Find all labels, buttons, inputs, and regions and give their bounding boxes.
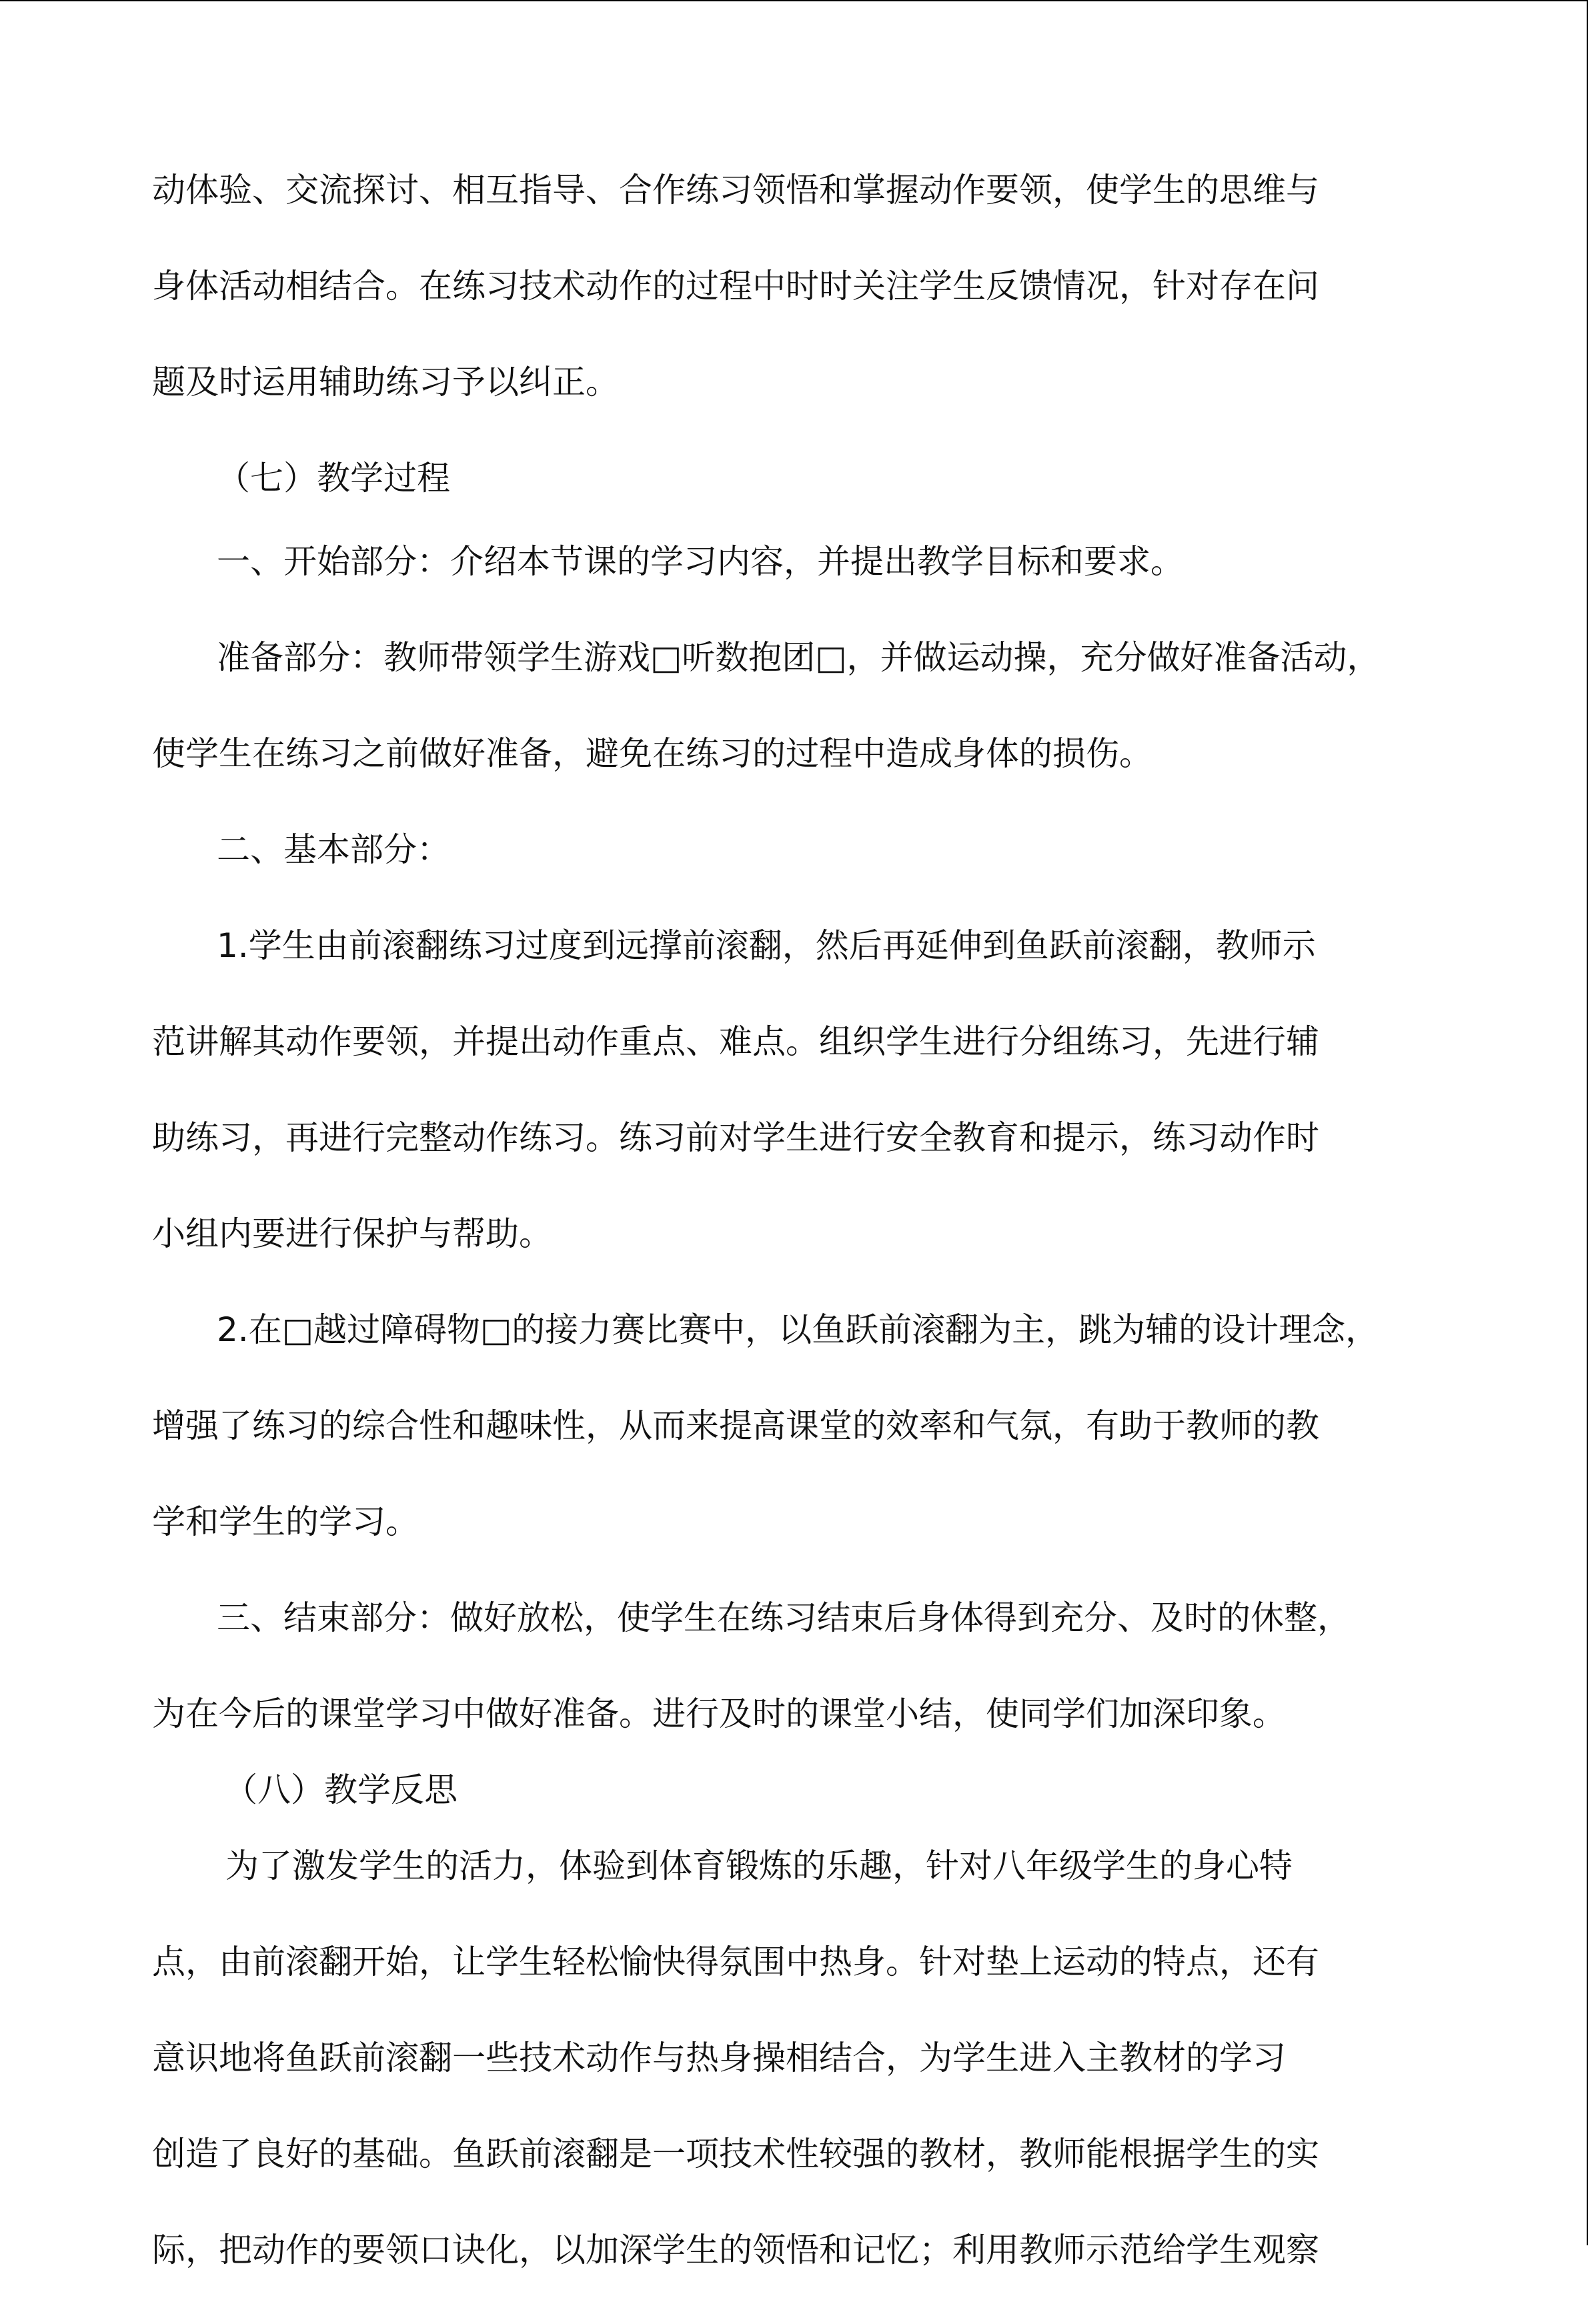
body-line: 学和学生的学习。 xyxy=(152,1502,419,1541)
body-line: 为了激发学生的活力，体验到体育锻炼的乐趣，针对八年级学生的身心特 xyxy=(225,1847,1293,1885)
body-line: 2.在□越过障碍物□的接力赛比赛中，以鱼跃前滚翻为主，跳为辅的设计理念， xyxy=(217,1310,1379,1349)
body-line: 助练习，再进行完整动作练习。练习前对学生进行安全教育和提示，练习动作时 xyxy=(152,1118,1319,1157)
body-line: 身体活动相结合。在练习技术动作的过程中时时关注学生反馈情况，针对存在问 xyxy=(152,267,1319,305)
body-line: 1.学生由前滚翻练习过度到远撑前滚翻，然后再延伸到鱼跃前滚翻，教师示 xyxy=(217,926,1316,965)
section-heading-teaching-process: （七）教学过程 xyxy=(217,459,450,497)
body-line: 为在今后的课堂学习中做好准备。进行及时的课堂小结，使同学们加深印象。 xyxy=(152,1694,1286,1733)
body-line: 三、结束部分：做好放松，使学生在练习结束后身体得到充分、及时的休整， xyxy=(217,1598,1351,1637)
section-heading-teaching-reflection: （八）教学反思 xyxy=(224,1771,458,1809)
body-line: 创造了良好的基础。鱼跃前滚翻是一项技术性较强的教材，教师能根据学生的实 xyxy=(152,2135,1319,2173)
body-line: 准备部分：教师带领学生游戏□听数抱团□，并做运动操，充分做好准备活动， xyxy=(217,638,1381,677)
body-line: 动体验、交流探讨、相互指导、合作练习领悟和掌握动作要领，使学生的思维与 xyxy=(152,171,1319,209)
body-line: 增强了练习的综合性和趣味性，从而来提高课堂的效率和气氛，有助于教师的教 xyxy=(152,1406,1319,1445)
body-line: 题及时运用辅助练习予以纠正。 xyxy=(152,363,619,401)
subsection-heading-basic-part: 二、基本部分： xyxy=(217,830,450,869)
body-line: 小组内要进行保护与帮助。 xyxy=(152,1214,552,1253)
body-line: 点，由前滚翻开始，让学生轻松愉快得氛围中热身。针对垫上运动的特点，还有 xyxy=(152,1943,1319,1981)
body-line: 范讲解其动作要领，并提出动作重点、难点。组织学生进行分组练习，先进行辅 xyxy=(152,1022,1319,1061)
document-body xyxy=(152,168,1436,2324)
body-line: 意识地将鱼跃前滚翻一些技术动作与热身操相结合，为学生进入主教材的学习 xyxy=(152,2039,1286,2077)
body-line: 际，把动作的要领口诀化，以加深学生的领悟和记忆；利用教师示范给学生观察 xyxy=(152,2231,1319,2269)
body-line: 一、开始部分：介绍本节课的学习内容，并提出教学目标和要求。 xyxy=(217,542,1184,581)
body-line: 使学生在练习之前做好准备，避免在练习的过程中造成身体的损伤。 xyxy=(152,734,1152,773)
